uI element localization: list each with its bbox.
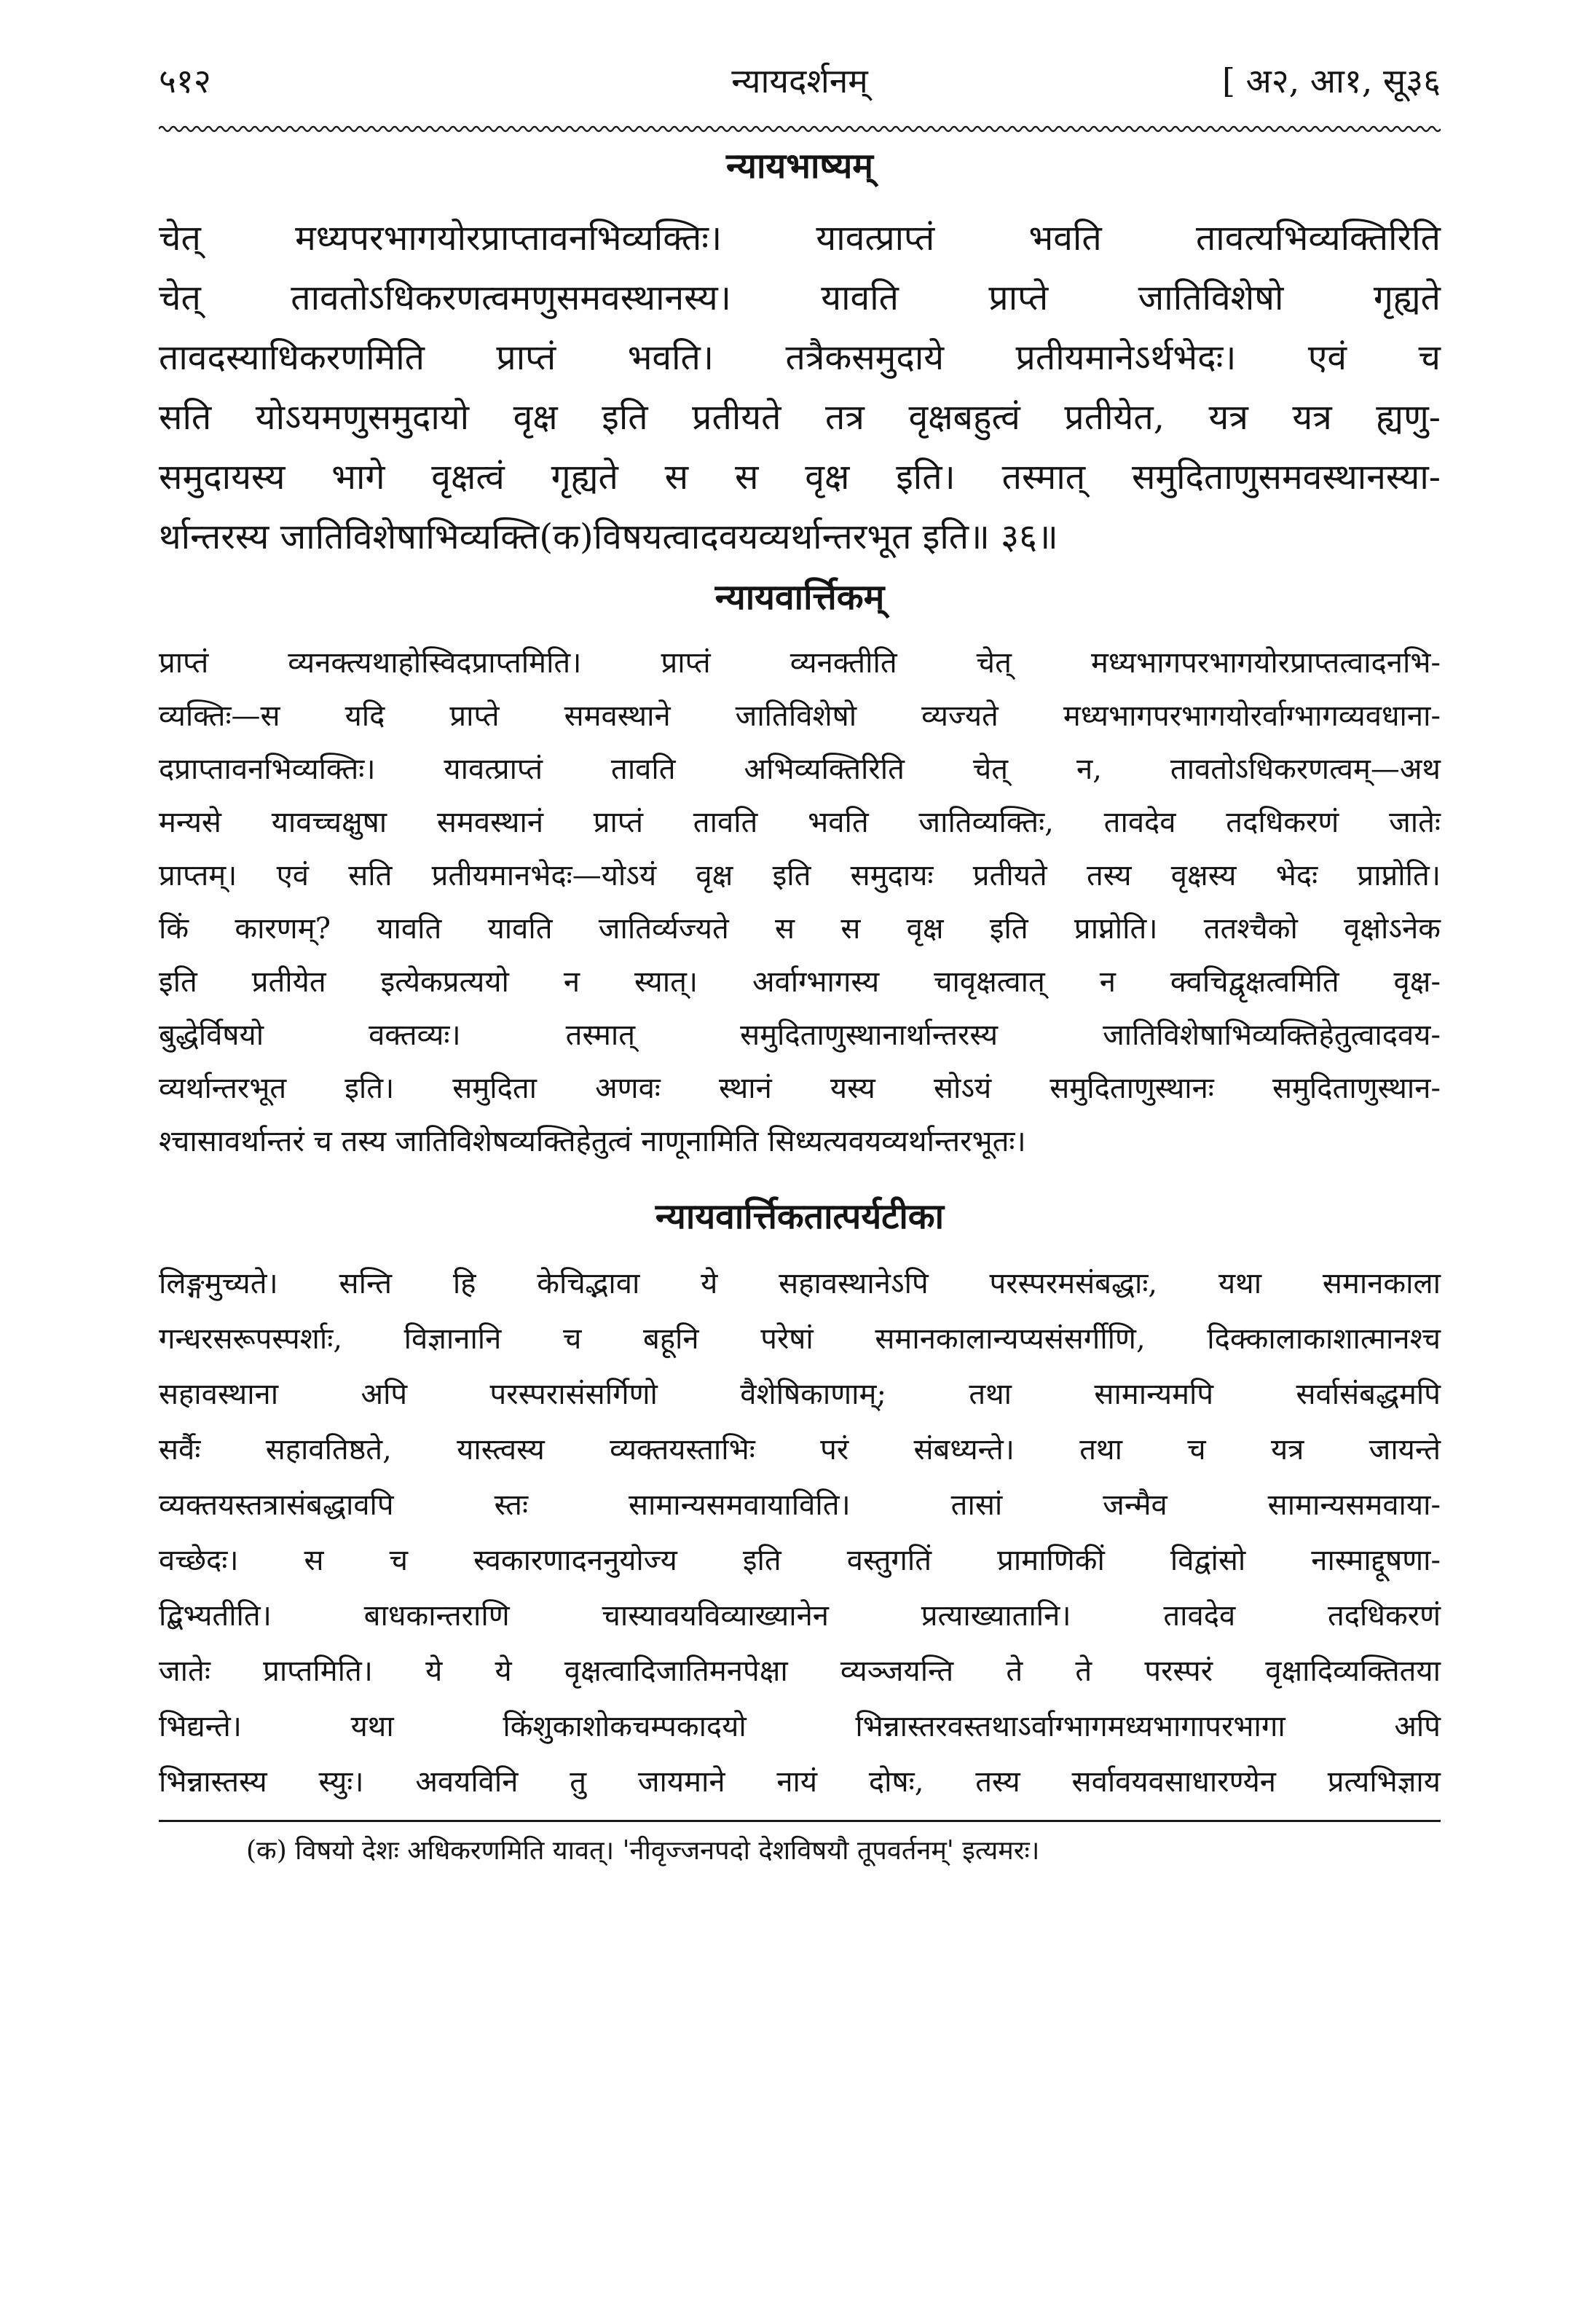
text-line: इति प्रतीयेत इत्येकप्रत्ययो न स्यात्। अर्वाग्भागस्य चावृक्षत्वात् न क्वचिद्वृक्षत्वमिति वृक्ष- <box>159 965 1441 999</box>
text-line: व्यक्तयस्तत्रासंबद्धावपि स्तः सामान्यसमवायाविति। तासां जन्मैव सामान्यसमवाया- <box>159 1488 1441 1522</box>
text-line: र्थान्तरस्य जातिविशेषाभिव्यक्ति(क)विषयत्वादवयव्यर्थान्तरभूत इति॥ ३६॥ <box>159 517 1058 557</box>
vartika-section <box>159 577 1441 1169</box>
text-line: बुद्धेर्विषयो वक्तव्यः। तस्मात् समुदिताणुस्थानार्थान्तरस्य जातिविशेषाभिव्यक्तिहेतुत्वादवय- <box>159 1018 1441 1052</box>
text-line: चेत् तावतोऽधिकरणत्वमणुसमवस्थानस्य। यावति प्राप्ते जातिविशेषो गृह्यते <box>159 278 1441 318</box>
text-line: प्राप्तम्। एवं सति प्रतीयमानभेदः—योऽयं वृक्ष इति समुदायः प्रतीयते तस्य वृक्षस्य भेदः प्राप्नोति। <box>159 859 1441 892</box>
text-line: व्यर्थान्तरभूत इति। समुदिता अणवः स्थानं यस्य सोऽयं समुदिताणुस्थानः समुदिताणुस्थान- <box>159 1072 1441 1105</box>
text-line: प्राप्तं व्यनक्त्यथाहोस्विदप्राप्तमिति। प्राप्तं व्यनक्तीति चेत् मध्यभागपरभागयोरप्राप्तत्वादनभि- <box>159 646 1441 680</box>
text-line: जातेः प्राप्तमिति। ये ये वृक्षत्वादिजातिमनपेक्षा व्यञ्जयन्ति ते ते परस्परं वृक्षादिव्यक्तितया <box>159 1654 1441 1688</box>
text-line: सति योऽयमणुसमुदायो वृक्ष इति प्रतीयते तत्र वृक्षबहुत्वं प्रतीयेत, यत्र यत्र ह्यणु- <box>159 397 1441 438</box>
book-page <box>159 51 1441 1864</box>
running-header <box>159 51 1441 138</box>
footnote-divider <box>159 1820 1441 1822</box>
bhashya-section <box>159 146 1441 567</box>
text-line: द्बिभ्यतीति। बाधकान्तराणि चास्यावयविव्याख्यानेन प्रत्याख्यातानि। तावदेव तदधिकरणं <box>159 1599 1441 1633</box>
tika-section <box>159 1196 1441 1810</box>
text-line: गन्धरसरूपस्पर्शाः, विज्ञानानि च बहूनि परेषां समानकालान्यप्यसंसर्गीणि, दिक्कालाकाशात्मानश्च <box>159 1322 1441 1356</box>
text-line: चेत् मध्यपरभागयोरप्राप्तावनभिव्यक्तिः। यावत्प्राप्तं भवति तावत्यभिव्यक्तिरिति <box>159 218 1441 259</box>
text-line: दप्राप्तावनभिव्यक्तिः। यावत्प्राप्तं तावति अभिव्यक्तिरिति चेत् न, तावतोऽधिकरणत्वम्—अथ <box>159 753 1441 786</box>
text-line: वच्छेदः। स च स्वकारणादननुयोज्य इति वस्तुगतिं प्रामाणिकीं विद्वांसो नास्माद्दूषणा- <box>159 1544 1441 1577</box>
bhashya-heading: न्यायभाष्यम् <box>725 146 874 187</box>
page-number: ५१२ <box>159 61 211 101</box>
tika-heading: न्यायवार्त्तिकतात्पर्यटीका <box>655 1196 945 1237</box>
vartika-text <box>159 637 1441 1169</box>
text-line: श्चासावर्थान्तरं च तस्य जातिविशेषव्यक्तिहेतुत्वं नाणूनामिति सिध्यत्यवयव्यर्थान्तरभूतः। <box>159 1125 1026 1158</box>
bhashya-text <box>159 208 1441 567</box>
footnote: (क) विषयो देशः अधिकरणमिति यावत्। 'नीवृज्जनपदो देशविषयौ तूपवर्तनम्' इत्यमरः। <box>246 1836 1040 1866</box>
text-line: सहावस्थाना अपि परस्परासंसर्गिणो वैशेषिकाणाम्; तथा सामान्यमपि सर्वासंबद्धमपि <box>159 1378 1441 1411</box>
running-title: न्यायदर्शनम् <box>731 61 868 101</box>
wavy-rule-graphic <box>159 124 1441 134</box>
text-line: किं कारणम्? यावति यावति जातिर्व्यज्यते स स वृक्ष इति प्राप्नोति। ततश्चैको वृक्षोऽनेक <box>159 912 1441 946</box>
section-reference: [ अ२, आ१, सू३६ <box>1222 61 1441 101</box>
text-line: भिद्यन्ते। यथा किंशुकाशोकचम्पकादयो भिन्नास्तरवस्तथाऽर्वाग्भागमध्यभागापरभागा अपि <box>159 1710 1441 1743</box>
tika-text <box>159 1256 1441 1810</box>
vartika-heading: न्यायवार्त्तिकम् <box>714 577 885 618</box>
text-line: लिङ्गमुच्यते। सन्ति हि केचिद्भावा ये सहावस्थानेऽपि परस्परमसंबद्धाः, यथा समानकाला <box>159 1267 1441 1300</box>
wavy-header-rule <box>159 124 1441 134</box>
text-line: भिन्नास्तस्य स्युः। अवयविनि तु जायमाने नायं दोषः, तस्य सर्वावयवसाधारण्येन प्रत्यभिज्ञाय <box>159 1765 1441 1799</box>
text-line: सर्वैः सहावतिष्ठते, यास्त्वस्य व्यक्तयस्ताभिः परं संबध्यन्ते। तथा च यत्र जायन्ते <box>159 1433 1441 1467</box>
text-line: व्यक्तिः—स यदि प्राप्ते समवस्थाने जातिविशेषो व्यज्यते मध्यभागपरभागयोरर्वाग्भागव्यवधाना- <box>159 699 1441 733</box>
text-line: तावदस्याधिकरणमिति प्राप्तं भवति। तत्रैकसमुदाये प्रतीयमानेऽर्थभेदः। एवं च <box>159 337 1441 378</box>
text-line: मन्यसे यावच्चक्षुषा समवस्थानं प्राप्तं तावति भवति जातिव्यक्तिः, तावदेव तदधिकरणं जातेः <box>159 806 1441 839</box>
text-line: समुदायस्य भागे वृक्षत्वं गृह्यते स स वृक्ष इति। तस्मात् समुदिताणुसमवस्थानस्या- <box>159 457 1441 498</box>
